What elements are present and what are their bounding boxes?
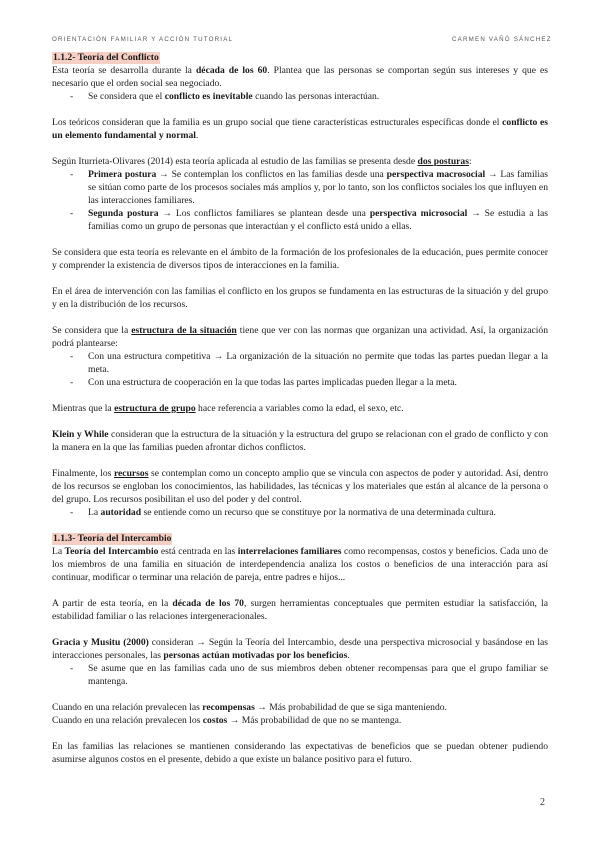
list-item: - La autoridad se entiende como un recurso que se constituye por la normativa de una determinada cultura. [70, 507, 496, 518]
paragraph: Se considera que la estructura de la situación tiene que ver con las normas que organizan una actividad. Así, la organización podrá plantearse: [52, 325, 548, 349]
paragraph: Los teóricos consideran que la familia es un grupo social que tiene características estructurales específicas donde el conflicto es un elemento fundamental y normal. [52, 117, 548, 141]
paragraph: Finalmente, los recursos se contemplan como un concepto amplio que se vincula con aspectos de poder y autoridad. Así, dentro de los recursos se engloban los conocimientos, las habilidades, las técnicas y los materiales que están al alcance de la persona o del grupo. Los recursos posibilitan el uso del poder y del control. [52, 468, 548, 505]
paragraph: En el área de intervención con las familias el conflicto en los grupos se fundamenta en las estructuras de la situación y del grupo y en la distribución de los recursos. [52, 286, 548, 310]
header-course-title: ORIENTACIÓN FAMILIAR Y ACCIÓN TUTORIAL [52, 36, 234, 43]
paragraph: La Teoría del Intercambio está centrada en las interrelaciones familiares como recompensas, costos y beneficios. Cada uno de los miembros de una familia en situación de interdependencia analiza los costos o beneficios de una interacción para así continuar, modificar o terminar una relación de pareja, entre padres e hijos... [52, 546, 548, 583]
list-item: - Se asume que en las familias cada uno de sus miembros deben obtener recompensas para que el grupo familiar se mantenga. [70, 663, 548, 687]
list-item: - Segunda postura → Los conflictos familiares se plantean desde una perspectiva microsocial → Se estudia a las familias como un grupo de personas que interactúan y el conflicto está unido a ellas. [70, 208, 548, 232]
paragraph: Esta teoría se desarrolla durante la década de los 60. Plantea que las personas se comportan según sus intereses y que es necesario que el orden social sea negociado. [52, 65, 548, 89]
paragraph: Se considera que esta teoría es relevante en el ámbito de la formación de los profesionales de la educación, pues permite conocer y comprender la existencia de diversos tipos de interacciones en la familia. [52, 247, 548, 271]
paragraph: Cuando en una relación prevalecen las recompensas → Más probabilidad de que se siga manteniendo. [52, 702, 447, 713]
paragraph: Según Iturrieta-Olivares (2014) esta teoría aplicada al estudio de las familias se presenta desde dos posturas: [52, 156, 472, 167]
page-content [52, 51, 548, 766]
list-item: - Con una estructura competitiva → La organización de la situación no permite que todas las partes puedan llegar a la meta. [70, 351, 548, 375]
list-item: - Primera postura → Se contemplan los conflictos en las familias desde una perspectiva macrosocial → Las familias se sitúan como parte de los procesos sociales más amplios y, por lo tanto, son los conflictos sociales los que influyen en las interacciones familiares. [70, 169, 548, 206]
paragraph: Gracia y Musitu (2000) consideran → Según la Teoría del Intercambio, desde una perspectiva microsocial y basándose en las interacciones personales, las personas actúan motivadas por los beneficios. [52, 637, 548, 661]
paragraph: A partir de esta teoría, en la década de los 70, surgen herramientas conceptuales que permiten estudiar la satisfacción, la estabilidad familiar o las relaciones intergeneracionales. [52, 598, 548, 622]
section-heading-conflicto: 1.1.2- Teoría del Conflicto [53, 52, 159, 63]
paragraph: Cuando en una relación prevalecen los costos → Más probabilidad de que no se mantenga. [52, 715, 402, 726]
section-heading-intercambio: 1.1.3- Teoría del Intercambio [53, 533, 172, 544]
page-number: 2 [540, 797, 545, 808]
paragraph: Klein y While consideran que la estructura de la situación y la estructura del grupo se relacionan con el grado de conflicto y con la manera en la que las familias pueden afrontar dichos conflictos. [52, 429, 548, 453]
paragraph: En las familias las relaciones se mantienen considerando las expectativas de beneficios que se puedan obtener pudiendo asumirse algunos costos en el presente, debido a que existe un balance positivo para el futuro. [52, 741, 548, 765]
list-item: - Con una estructura de cooperación en la que todas las partes implicadas pueden llegar a la meta. [70, 377, 457, 388]
header-author: CARMEN VAÑÓ SÁNCHEZ [452, 36, 552, 43]
list-item: - Se considera que el conflicto es inevitable cuando las personas interactúan. [70, 91, 380, 102]
paragraph: Mientras que la estructura de grupo hace referencia a variables como la edad, el sexo, etc. [52, 403, 404, 414]
